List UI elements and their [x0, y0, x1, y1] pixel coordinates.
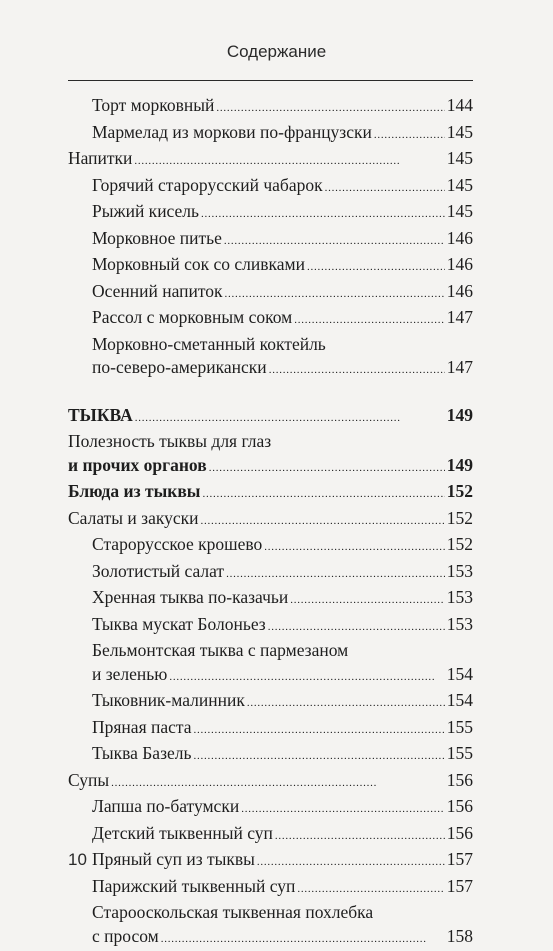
- toc-entry-title: Старорусское крошево: [92, 533, 262, 557]
- toc-entry-title: Хренная тыква по-казачьи: [92, 586, 288, 610]
- dot-leader: [169, 663, 444, 690]
- toc-section-heading: [68, 480, 473, 507]
- dot-leader: [269, 356, 445, 383]
- toc-entry-title: с просом: [92, 925, 159, 949]
- toc-recipe-entry: [68, 586, 473, 613]
- toc-recipe-entry: [68, 174, 473, 201]
- dot-leader: [264, 533, 445, 560]
- toc-entry-title: Рыжий кисель: [92, 200, 199, 224]
- toc-page-number: 152: [447, 507, 473, 531]
- toc-entry-title: Детский тыквенный суп: [92, 822, 273, 846]
- toc-entry-title: Тыква Базель: [92, 742, 191, 766]
- page-number: 10: [68, 850, 87, 870]
- toc-entry-line: [92, 742, 473, 769]
- toc-recipe-entry: [68, 822, 473, 849]
- dot-leader: [161, 925, 445, 951]
- toc-chapter-entry: [68, 769, 473, 796]
- toc-entry-line: [68, 454, 473, 481]
- toc-entry-title: Пряный суп из тыквы: [92, 848, 255, 872]
- toc-page-number: 146: [447, 253, 473, 277]
- toc-page-number: 158: [447, 925, 473, 949]
- toc-entry-title: Блюда из тыквы: [68, 480, 200, 504]
- toc-page-number: 149: [447, 454, 473, 478]
- toc-recipe-entry: [68, 121, 473, 148]
- toc-entry-line: [92, 94, 473, 121]
- toc-entry-title: Мармелад из моркови по-французски: [92, 121, 372, 145]
- dot-leader: [268, 613, 445, 640]
- toc-entry-line: [92, 533, 473, 560]
- toc-recipe-entry: [68, 613, 473, 640]
- toc-entry-line: [92, 925, 473, 951]
- toc-page-number: 145: [447, 121, 473, 145]
- toc-entry-line: [68, 507, 473, 534]
- dot-leader: [135, 404, 445, 431]
- dot-leader: [202, 480, 444, 507]
- toc-recipe-entry: [68, 848, 473, 875]
- toc-page-number: 147: [447, 306, 473, 330]
- toc-recipe-entry: [68, 200, 473, 227]
- toc-recipe-entry: [68, 280, 473, 307]
- toc-page-number: 153: [447, 560, 473, 584]
- dot-leader: [201, 200, 445, 227]
- toc-section-heading: [68, 430, 473, 480]
- toc-entry-title: Напитки: [68, 147, 132, 171]
- toc-entry-line: [68, 147, 473, 174]
- dot-leader: [224, 227, 445, 254]
- toc-page-number: 155: [447, 742, 473, 766]
- toc-recipe-entry: [68, 875, 473, 902]
- header-rule: [68, 80, 473, 81]
- dot-leader: [290, 586, 445, 613]
- toc-page-number: 152: [447, 480, 473, 504]
- dot-leader: [374, 121, 445, 148]
- toc-entry-line: [92, 356, 473, 383]
- toc-entry-title: Золотистый салат: [92, 560, 224, 584]
- toc-entry-line: [92, 586, 473, 613]
- toc-recipe-entry: [68, 306, 473, 333]
- toc-page-number: 152: [447, 533, 473, 557]
- toc-entry-title: и прочих органов: [68, 454, 207, 478]
- toc-entry-line: [92, 227, 473, 254]
- toc-entry-title: по-северо-американски: [92, 356, 267, 380]
- toc-entry-title: Лапша по-батумски: [92, 795, 239, 819]
- toc-chapter-entry: [68, 507, 473, 534]
- toc-entry-line: [68, 404, 473, 431]
- toc-page-number: 149: [447, 404, 473, 428]
- toc-page-number: 145: [447, 174, 473, 198]
- toc-entry-title: Рассол с морковным соком: [92, 306, 292, 330]
- toc-page-number: 145: [447, 147, 473, 171]
- toc-entry-line: [92, 560, 473, 587]
- toc-entry-line: [68, 769, 473, 796]
- toc-entry-line: [92, 875, 473, 902]
- toc-entry-title: Пряная паста: [92, 716, 192, 740]
- toc-recipe-entry: [68, 333, 473, 383]
- dot-leader: [200, 507, 444, 534]
- dot-leader: [111, 769, 445, 796]
- toc-recipe-entry: [68, 639, 473, 689]
- toc-page-number: 155: [447, 716, 473, 740]
- toc-entry-title: Тыква мускат Болоньез: [92, 613, 266, 637]
- dot-leader: [325, 174, 445, 201]
- toc-entry-title: Торт морковный: [92, 94, 214, 118]
- toc-recipe-entry: [68, 227, 473, 254]
- toc-entry-title-line1: Бельмонтская тыква с пармезаном: [92, 639, 473, 663]
- toc-entry-line: [92, 848, 473, 875]
- toc-entry-title-line1: Старооскольская тыквенная похлебка: [92, 901, 473, 925]
- dot-leader: [294, 306, 445, 333]
- dot-leader: [134, 147, 444, 174]
- toc-recipe-entry: [68, 716, 473, 743]
- dot-leader: [257, 848, 445, 875]
- toc-page-number: 156: [447, 769, 473, 793]
- dot-leader: [216, 94, 444, 121]
- toc-recipe-entry: [68, 795, 473, 822]
- toc-page-number: 145: [447, 200, 473, 224]
- toc-entry-line: [92, 280, 473, 307]
- dot-leader: [297, 875, 444, 902]
- toc-page-number: 157: [447, 848, 473, 872]
- dot-leader: [226, 560, 445, 587]
- toc-page-number: 144: [447, 94, 473, 118]
- toc-recipe-entry: [68, 253, 473, 280]
- toc-entry-title: Парижский тыквенный суп: [92, 875, 295, 899]
- toc-entry-line: [92, 174, 473, 201]
- toc-recipe-entry: [68, 901, 473, 951]
- toc-entry-line: [92, 121, 473, 148]
- toc-entry-line: [92, 613, 473, 640]
- toc-entry-title: и зеленью: [92, 663, 167, 687]
- toc-recipe-entry: [68, 533, 473, 560]
- toc-entry-line: [68, 480, 473, 507]
- toc-page-number: 156: [447, 795, 473, 819]
- toc-page-number: 147: [447, 356, 473, 380]
- toc-entry-title: Морковное питье: [92, 227, 222, 251]
- toc-entry-title: Супы: [68, 769, 109, 793]
- toc-entry-line: [92, 716, 473, 743]
- toc-entry-title: ТЫКВА: [68, 404, 133, 428]
- toc-page-number: 153: [447, 586, 473, 610]
- dot-leader: [193, 742, 444, 769]
- section-gap: [68, 383, 473, 404]
- toc-section-heading: [68, 404, 473, 431]
- dot-leader: [209, 454, 445, 481]
- toc-entry-title-line1: Морковно-сметанный коктейль: [92, 333, 473, 357]
- dot-leader: [275, 822, 445, 849]
- toc-recipe-entry: [68, 94, 473, 121]
- toc-entry-line: [92, 822, 473, 849]
- toc-recipe-entry: [68, 742, 473, 769]
- dot-leader: [241, 795, 445, 822]
- toc-entry-line: [92, 306, 473, 333]
- toc-page-number: 154: [447, 689, 473, 713]
- table-of-contents: [68, 94, 473, 951]
- toc-entry-line: [92, 200, 473, 227]
- toc-recipe-entry: [68, 689, 473, 716]
- toc-entry-title-line1: Полезность тыквы для глаз: [68, 430, 473, 454]
- dot-leader: [194, 716, 445, 743]
- toc-recipe-entry: [68, 560, 473, 587]
- dot-leader: [225, 280, 445, 307]
- dot-leader: [307, 253, 445, 280]
- toc-page-number: 157: [447, 875, 473, 899]
- dot-leader: [247, 689, 445, 716]
- toc-entry-title: Горячий старорусский чабарок: [92, 174, 323, 198]
- toc-entry-title: Морковный сок со сливками: [92, 253, 305, 277]
- toc-entry-title: Тыковник-малинник: [92, 689, 245, 713]
- toc-page-number: 146: [447, 280, 473, 304]
- toc-chapter-entry: [68, 147, 473, 174]
- toc-entry-title: Осенний напиток: [92, 280, 223, 304]
- toc-page-number: 153: [447, 613, 473, 637]
- running-head: Содержание: [0, 42, 553, 62]
- toc-page-number: 154: [447, 663, 473, 687]
- toc-entry-title: Салаты и закуски: [68, 507, 198, 531]
- toc-page-number: 156: [447, 822, 473, 846]
- toc-entry-line: [92, 253, 473, 280]
- toc-entry-line: [92, 689, 473, 716]
- toc-page-number: 146: [447, 227, 473, 251]
- toc-entry-line: [92, 663, 473, 690]
- toc-entry-line: [92, 795, 473, 822]
